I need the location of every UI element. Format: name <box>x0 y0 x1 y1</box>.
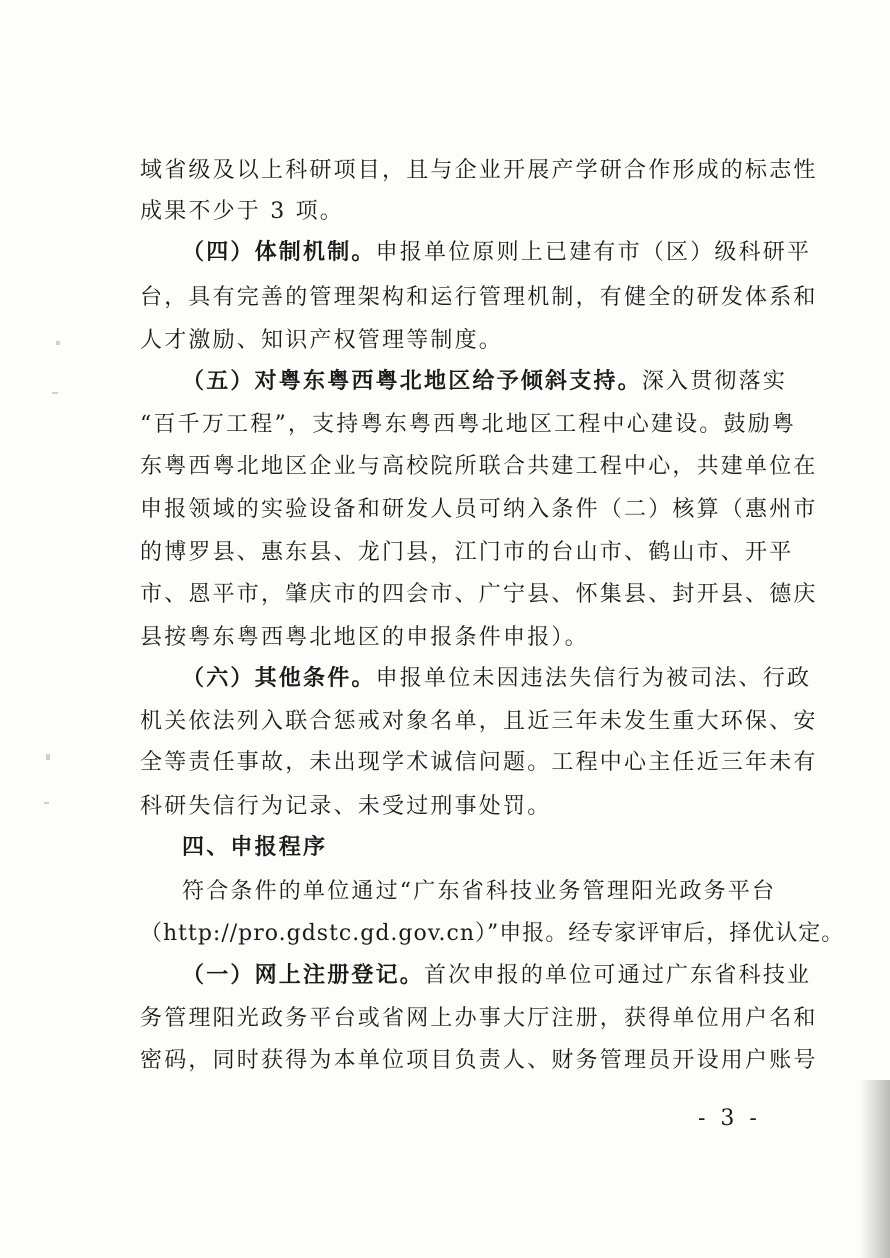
paragraph-line <box>182 664 811 694</box>
text-line: 县按粤东粤西粤北地区的申报条件申报）。 <box>140 625 589 650</box>
scan-speck <box>44 802 49 804</box>
text-line: 申报领域的实验设备和研发人员可纳入条件（二）核算（惠州市 <box>140 497 818 522</box>
scan-speck <box>46 754 50 760</box>
text-span: 首次申报的单位可通过广东省科技业 <box>424 963 812 988</box>
text-line: 全等责任事故，未出现学术诚信问题。工程中心主任近三年未有 <box>140 750 818 775</box>
text-line: “百千万工程”，支持粤东粤西粤北地区工程中心建设。鼓励粤 <box>140 412 797 437</box>
paragraph-heading: （一）网上注册登记。 <box>182 963 425 988</box>
text-line: 成果不少于 3 项。 <box>140 199 344 224</box>
page-number: - 3 - <box>698 1106 761 1131</box>
text-span: 申报单位原则上已建有市（区）级科研平 <box>375 240 812 265</box>
text-line: （http://pro.gdstc.gd.gov.cn）”申报。经专家评审后，择优认定。 <box>140 921 845 946</box>
text-line: 人才激励、知识产权管理等制度。 <box>140 328 504 353</box>
text-line: 机关依法列入联合惩戒对象名单，且近三年未发生重大环保、安 <box>140 709 818 734</box>
text-line: 务管理阳光政务平台或省网上办事大厅注册，获得单位用户名和 <box>140 1006 818 1031</box>
paragraph-heading: （六）其他条件。 <box>182 666 376 691</box>
text-line: 符合条件的单位通过“广东省科技业务管理阳光政务平台 <box>182 879 777 904</box>
text-line: 台，具有完善的管理架构和运行管理机制，有健全的研发体系和 <box>140 285 818 310</box>
paragraph-heading: （四）体制机制。 <box>182 240 376 265</box>
paragraph-line <box>182 367 787 397</box>
scan-speck <box>52 392 58 394</box>
section-heading: 四、申报程序 <box>182 835 328 860</box>
text-line: 域省级及以上科研项目，且与企业开展产学研合作形成的标志性 <box>140 158 818 183</box>
scan-speck <box>56 341 60 345</box>
paragraph-line <box>182 961 811 991</box>
text-span: 申报单位未因违法失信行为被司法、行政 <box>375 666 812 691</box>
text-line: 东粤西粤北地区企业与高校院所联合共建工程中心，共建单位在 <box>140 454 818 479</box>
text-line: 市、恩平市，肇庆市的四会市、广宁县、怀集县、封开县、德庆 <box>140 582 818 607</box>
paragraph-line <box>182 238 811 268</box>
text-line: 科研失信行为记录、未受过刑事处罚。 <box>140 794 552 819</box>
scan-shadow-edge <box>860 1080 890 1258</box>
paragraph-heading: （五）对粤东粤西粤北地区给予倾斜支持。 <box>182 369 642 394</box>
text-line: 的博罗县、惠东县、龙门县，江门市的台山市、鹤山市、开平 <box>140 540 794 565</box>
text-span: 深入贯彻落实 <box>641 369 788 394</box>
text-line: 密码，同时获得为本单位项目负责人、财务管理员开设用户账号 <box>140 1048 818 1073</box>
